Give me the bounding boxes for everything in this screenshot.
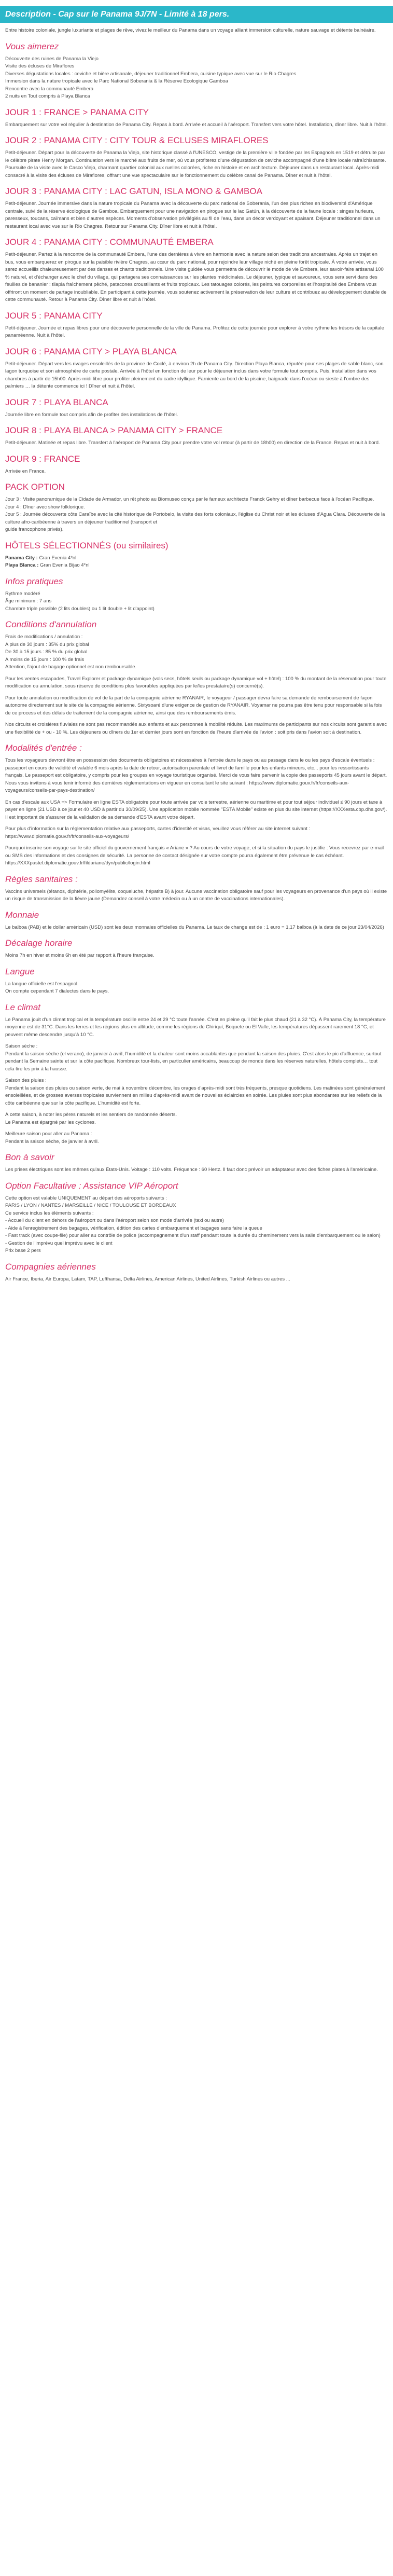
pack-heading: PACK OPTION bbox=[5, 482, 65, 492]
aims-list bbox=[5, 56, 388, 101]
day-text: Petit-déjeuner. Partez à la rencontre de la communauté Embera, l'une des dernières à vivre en harmonie avec la nature selon des traditions ancestrales. Après un trajet en bus, vous embarquerez en pirogue sur la paisible rivière Chagres, au cœur du parc national, pour rejoindre leur village niché en pleine forêt tropicale. À votre arrivée, vous serez accueillis chaleureusement par des danses et chants traditionnels. Une visite guidée vous permettra de découvrir le mode de vie Embera, leur savoir-faire artisanal 100 % naturel, et d'échanger avec le chef du village, qui partagera ses connaissances sur les plantes médicinales. Le déjeuner, typique et savoureux, vous sera servi dans des feuilles de bananier : tilapia fraîchement pêché, patacones croustillants et fruits tropicaux. Les tatouages colorés, les peintures corporelles et l'hospitalité des Embera vous offriront un moment de partage inoubliable. En participant à cette journée, vous soutenez activement la préservation de leur culture et contribuez au développement durable de cette communauté. Retour à Panama City. Dîner libre et nuit à l'hôtel. bbox=[5, 252, 387, 302]
health-heading: Règles sanitaires : bbox=[5, 874, 78, 884]
climate-heading: Le climat bbox=[5, 1002, 41, 1012]
day-heading: JOUR 2 : PANAMA CITY : CITY TOUR & ECLUSES MIRAFLORES bbox=[5, 135, 269, 145]
language-line: La langue officielle est l'espagnol. bbox=[5, 981, 79, 987]
cancel-line: Attention, l'ajout de bagage optionnel est non remboursable. bbox=[5, 664, 137, 670]
day-heading: JOUR 3 : PANAMA CITY : LAC GATUN, ISLA MONO & GAMBOA bbox=[5, 186, 262, 196]
hotel-city: Playa Blanca : bbox=[5, 562, 39, 568]
climate-paragraph: Pendant la saison des pluies ou saison verte, de mai à novembre décembre, les orages d'après-midi sont très fréquents, presque quotidiens. Les matinées sont généralement ensoleillées, et de grosses averses tropicales surviennent en milieu d'après-midi avant de nouvelles éclaircies en soirée. Les pluies sont plus abondantes sur les reliefs de la côte caribéenne que sur la côte pacifique. L'humidité est forte. bbox=[5, 1085, 385, 1106]
day-text: Petit-déjeuner. Départ vers les rivages ensoleillés de la province de Coclé, à environ 2h de Panama City. Direction Playa Blanca, réputée pour ses plages de sable blanc, son lagon turquoise et son atmosphère de carte postale. Arrivée à l'hôtel en fonction de leur pour le déjeuner inclus dans votre formule tout compris. Puis, installation dans vos chambres à partir de 15h00. Après-midi libre pour profiter pleinement du cadre idyllique. Farniente au bord de la piscine, baignade dans l'océan ou sieste à l'ombre des palmiers … la détente commence ici ! Dîner et nuit à l'hôtel. bbox=[5, 361, 384, 389]
hotel-item bbox=[5, 555, 388, 562]
pack-line: Jour 4 : Dîner avec show folklorique. bbox=[5, 504, 85, 510]
climate-paragraph: Meilleure saison pour aller au Panama : bbox=[5, 1131, 92, 1137]
day-text: Petit-déjeuner. Matinée et repas libre. Transfert à l'aéroport de Panama City pour prendre votre vol retour (à partir de 18h00) en direction de la France. Repas et nuit à bord. bbox=[5, 440, 380, 446]
assistance-line: PARIS / LYON / NANTES / MARSEILLE / NICE / TOULOUSE ET BORDEAUX bbox=[5, 1203, 176, 1208]
money-paragraph: Le balboa (PAB) et le dollar américain (USD) sont les deux monnaies officielles du Panama. Le taux de change est de : 1 euro = 1,17 balboa (à la date de ce jour 23/04/2026) bbox=[5, 924, 384, 930]
hotel-name: Gran Evenia 4*nl bbox=[37, 555, 77, 561]
day-text: Journée libre en formule tout compris afin de profiter des installations de l'hôtel. bbox=[5, 411, 178, 418]
practical-heading: Infos pratiques bbox=[5, 576, 63, 586]
cancel-paragraph: Pour toute annulation ou modification de vol de la part de la compagnie aérienne RYANAIR, le voyageur / passager devra faire sa demande de remboursement de façon autonome directement sur le site de la compagnie aérienne. Sixtysoaré d'une exigence de gestion de RYANAIR. Voyamar ne pourra pas être tenu pour responsable si la fois de ce process et des délais de traitement de la compagnie aérienne, ainsi que des remboursements émis. bbox=[5, 695, 382, 716]
day-heading: JOUR 5 : PANAMA CITY bbox=[5, 310, 103, 321]
formalities-paragraph: Pourquoi inscrire son voyage sur le site officiel du gouvernement français « Ariane » ? Au cours de votre voyage, et si la situation du pays le justifie : Vous recevrez par e-mail ou SMS des informations et des consignes de sécurité. La personne de contact désignée sur votre compte pourra également être prévenue le cas échéant. https://XXXpastel.diplomatie.gouv.fr/fildariane/dyn/public/login.html bbox=[5, 845, 384, 866]
pack-line: guide francophone privés). bbox=[5, 527, 64, 532]
day-heading: JOUR 4 : PANAMA CITY : COMMUNAUTÉ EMBERA bbox=[5, 237, 214, 247]
cancel-paragraph: Pour les ventes escapades, Travel Explorer et package dynamique (vols secs, hôtels seuls ou package dynamique vol + hôtel) : 100 % du montant de la réservation pour toute modification ou annulation, sous réserve de conditions plus favorables appliquées par le/les prestataire(s) concerné(s). bbox=[5, 676, 387, 689]
description-content bbox=[0, 27, 393, 1283]
aims-item: Immersion dans la nature tropicale avec le Parc National Soberania & la Réserve Ecologique Gamboa bbox=[5, 78, 228, 84]
money-heading: Monnaie bbox=[5, 910, 39, 920]
hotel-city: Panama City : bbox=[5, 555, 38, 561]
pack-list bbox=[5, 496, 388, 534]
assistance-line: - Aide à l'enregistrement des bagages, vérification, édition des cartes d'embarquement et bagages sans faire la queue bbox=[5, 1225, 262, 1231]
day-heading: JOUR 8 : PLAYA BLANCA > PANAMA CITY > FRANCE bbox=[5, 425, 223, 435]
health-paragraph: Vaccins universels (tétanos, diphtérie, poliomyélite, coqueluche, hépatite B) à jour. Aucune vaccination obligatoire sauf pour les voyageurs en provenance d'un pays où il existe un risque de transmission de la fièvre jaune (Demandez conseil à votre médecin ou à un centre de vaccinations internationales). bbox=[5, 888, 387, 902]
cancel-list bbox=[5, 633, 388, 671]
day-text: Arrivée en France. bbox=[5, 468, 46, 474]
climate-paragraph: Pendant la saison sèche (el verano), de janvier à avril, l'humidité et la chaleur sont moins accablantes que pendant la saison des pluies. C'est alors le pic d'affluence, surtout pendant la Semaine sainte et sur la côte pacifique. Nombreux tour-lists, en particulier américains, beaucoup de monde dans les réserves naturelles, hôtels complets… tout cela tire les prix à la hausse. bbox=[5, 1051, 382, 1072]
assistance-line: Prix base 2 pers bbox=[5, 1248, 41, 1253]
cancel-line: Frais de modifications / annulation : bbox=[5, 634, 83, 640]
time-paragraph: Moins 7h en hiver et moins 6h en été par rapport à l'heure française. bbox=[5, 953, 155, 958]
time-heading: Décalage horaire bbox=[5, 938, 73, 948]
climate-paragraph: Saison des pluies : bbox=[5, 1078, 47, 1083]
aims-item: Diverses dégustations locales : ceviche et bière artisanale, déjeuner traditionnel Embera, cuisine typique avec vue sur le Rio Chagres bbox=[5, 71, 297, 77]
climate-paragraph: Saison sèche : bbox=[5, 1043, 38, 1049]
language-line: On compte cependant 7 dialectes dans le pays. bbox=[5, 988, 109, 994]
assistance-line: Ce service inclus les éléments suivants : bbox=[5, 1210, 94, 1216]
assistance-line: - Fast track (avec coupe-file) pour aller au contrôle de police (accompagnement d'un staff pendant toute la durée du cheminement vers la salle d'embarquement ou le salon) bbox=[5, 1233, 381, 1238]
hotels-heading: HÔTELS SÉLECTIONNÉS (ou similaires) bbox=[5, 540, 169, 550]
cancel-line: De 30 à 15 jours : 85 % du prix global bbox=[5, 649, 88, 655]
climate-paragraph: Le Panama jouit d'un climat tropical et la température oscille entre 24 et 29 °C toute l'année. C'est en pleine qu'il fait le plus chaud (21 à 32 °C). À Panama City, la température moyenne est de 31°C. Dans les terres et les régions plus en altitude, comme les régions de Chiriquí, Boquete ou El Valle, les températures dépassent rarement 18 °C, et peuvent même descendre jusqu'à 10 °C. bbox=[5, 1016, 386, 1038]
climate-paragraph: Pendant la saison sèche, de janvier à avril. bbox=[5, 1138, 99, 1145]
day-text: Petit-déjeuner. Départ pour la découverte de Panama la Viejo, site historique classé à l'UNESCO, vestige de la première ville fondée par les Espagnols en 1519 et détruite par le célèbre pirate Henry Morgan. Continuation vers le marché aux fruits de mer, où vous profiterez d'une dégustation de ceviche accompagné d'une bière locale rafraîchissante. Poursuite de la visite avec le Casco Viejo, charmant quartier colonial aux ruelles colorées, riche en histoire et en architecture. Déjeuner dans un restaurant local. Après-midi consacré à la visite des écluses de Miraflores, offrant une vue spectaculaire sur le fonctionnement du célèbre canal de Panama. Dîner et nuit à l'hôtel. bbox=[5, 150, 386, 178]
assistance-heading: Option Facultative : Assistance VIP Aéroport bbox=[5, 1180, 178, 1191]
assistance-line: - Accueil du client en dehors de l'aéroport ou dans l'aéroport selon son mode d'arrivée (taxi ou autre) bbox=[5, 1218, 224, 1223]
hotels-list bbox=[5, 555, 388, 570]
practical-line: Rythme modéré bbox=[5, 590, 40, 597]
climate-paragraph: À cette saison, à noter les pères naturels et les sentiers de randonnée déserts. bbox=[5, 1112, 177, 1118]
hotel-item bbox=[5, 562, 388, 570]
day-heading: JOUR 6 : PANAMA CITY > PLAYA BLANCA bbox=[5, 346, 177, 356]
aims-item: Visite des écluses de Miraflores bbox=[5, 63, 75, 69]
cancel-line: A moins de 15 jours : 100 % de frais bbox=[5, 656, 85, 663]
formalities-paragraph: Pour plus d'information sur la réglementation relative aux passeports, cartes d'identité et visas, veuillez vous référer au site internet suivant : https://www.diplomatie.gouv.fr/fr/conseils-aux-voyageurs/ bbox=[5, 826, 311, 839]
formalities-paragraph: En cas d'escale aux USA => Formulaire en ligne ESTA obligatoire pour toute arrivée par voie terrestre, aérienne ou maritime et pour tout séjour individuel ≤ 90 jours et taxe à payer en ligne (21 USD à ce jour et 40 USD à partir du 30/09/25). Une application mobile nommée "ESTA Mobile" existe en plus du site internet (https://XXXesta.cbp.dhs.gov/). Il est important de s'assurer de la validation de sa demande d'ESTA avant votre départ. bbox=[5, 799, 387, 820]
day-heading: JOUR 1 : FRANCE > PANAMA CITY bbox=[5, 107, 149, 117]
hotel-name: Gran Evenia Bijao 4*nl bbox=[38, 562, 90, 568]
practical-line: Âge minimum : 7 ans bbox=[5, 598, 52, 604]
day-heading: JOUR 7 : PLAYA BLANCA bbox=[5, 397, 108, 407]
airlines-text: Air France, Iberia, Air Europa, Latam, TAP, Lufthansa, Delta Airlines, American Airlines, United Airlines, Turkish Airlines ou autres ... bbox=[5, 1276, 290, 1282]
pack-line: Jour 5 : Journée découverte côte Caraïbe avec la cité historique de Portobelo, la visite des forts coloniaux, l'église du Christ noir et les écluses d'Agua Clara. Découverte de la culture afro-caribéenne à travers un déjeuner traditionnel (transport et bbox=[5, 512, 385, 525]
cancel-paragraph: Nos circuits et croisières fluviales ne sont pas recommandés aux enfants et aux personnes à mobilité réduite. Les maximums de participants sur nos circuits sont garantis avec une flexibilité de + ou - 10 %. Les déjeuners ou dîners du 1er et dernier jours sont en fonction de l'heure d'arrivée de l'avion : soit pris dans l'avion soit à destination. bbox=[5, 722, 387, 735]
assistance-line: - Gestion de l'imprévu quel imprévu avec le client bbox=[5, 1240, 113, 1246]
airlines-heading: Compagnies aériennes bbox=[5, 1261, 96, 1272]
description-banner: Description - Cap sur le Panama 9J/7N - Limité à 18 pers. bbox=[0, 6, 393, 23]
language-heading: Langue bbox=[5, 966, 35, 976]
pack-line: Jour 3 : Visite panoramique de la Cidade de Armador, un rêt photo au Biomuseo conçu par le fameux architecte Franck Gehry et dîner barbecue face à l'océan Pacifique. bbox=[5, 497, 374, 502]
assistance-list bbox=[5, 1195, 388, 1255]
day-heading: JOUR 9 : FRANCE bbox=[5, 453, 80, 464]
language-list bbox=[5, 981, 388, 996]
practical-list bbox=[5, 590, 388, 613]
aims-heading: Vous aimerez bbox=[5, 41, 59, 51]
cancel-heading: Conditions d'annulation bbox=[5, 619, 97, 629]
climate-paragraph: Le Panama est épargné par les cyclones. bbox=[5, 1119, 96, 1125]
aims-item: Rencontre avec la communauté Embera bbox=[5, 86, 94, 92]
assistance-line: Cette option est valable UNIQUEMENT au départ des aéroports suivants : bbox=[5, 1195, 167, 1201]
good-heading: Bon à savoir bbox=[5, 1152, 54, 1162]
intro-text: Entre histoire coloniale, jungle luxuriante et plages de rêve, vivez le meilleur du Panama dans un voyage alliant immersion culturelle, nature sauvage et détente balnéaire. bbox=[5, 27, 376, 33]
practical-line: Chambre triple possible (2 lits doubles) ou 1 lit double + lit d'appoint) bbox=[5, 605, 155, 612]
aims-item: Découverte des ruines de Panama la Viejo bbox=[5, 56, 99, 62]
formalities-paragraph: Tous les voyageurs devront être en possession des documents obligatoires et nécessaires à l'entrée dans le pays ou au passage dans le ou les pays d'escale éventuels : passeport en cours de validité et valable 6 mois après la date de retour, autorisation parentale et livret de famille pour les enfants mineurs, etc... pour les ressortissants français. Le passeport est obligatoire, y compris pour les groupes en voyage touristique organisé. Merci de vous faire parvenir la copie des passeports 45 jours avant le départ. Nous vous invitons à vous tenir informé des dernières réglementations en vigueur en consultant le site suivant : https://www.diplomatie.gouv.fr/fr/conseils-aux-voyageurs/conseils-par-pays-destination/ bbox=[5, 757, 387, 793]
aims-item: 2 nuits en Tout compris à Playa Blanca bbox=[5, 93, 90, 99]
good-paragraph: Les prises électriques sont les mêmes qu'aux États-Unis. Voltage : 110 volts. Fréquence : 60 Hertz. Il faut donc prévoir un adaptateur avec des fiches plates à l'américaine. bbox=[5, 1167, 378, 1173]
day-text: Petit-déjeuner. Journée immersive dans la nature tropicale du Panama avec la découverte du parc national de Soberania, l'un des plus riches en biodiversité d'Amérique centrale, suivi de la réserve écologique de Gamboa. Embarquement pour une navigation en pirogue sur le lac Gatún, à la découverte de la faune locale : singes hurleurs, paresseux, toucans, caïmans et bien d'autres espèces. Moments d'observation privilégiés au fil de l'eau, dans un décor verdoyant et apaisant. Déjeuner traditionnel dans un restaurant local avec vue sur le Rio Chagres. Retour sur Panama City. Dîner libre et nuit à l'hôtel. bbox=[5, 201, 381, 229]
formalities-heading: Modalités d'entrée : bbox=[5, 743, 82, 753]
day-text: Embarquement sur votre vol régulier à destination de Panama City. Repas à bord. Arrivée et accueil à l'aéroport. Transfert vers votre hôtel. Installation, dîner libre. Nuit à l'hôtel. bbox=[5, 121, 388, 128]
cancel-line: A plus de 30 jours : 35% du prix global bbox=[5, 641, 89, 648]
day-text: Petit-déjeuner. Journée et repas libres pour une découverte personnelle de la ville de Panama. Profitez de cette journée pour explorer à votre rythme les trésors de la capitale panaméenne. Nuit à l'hôtel. bbox=[5, 325, 384, 338]
